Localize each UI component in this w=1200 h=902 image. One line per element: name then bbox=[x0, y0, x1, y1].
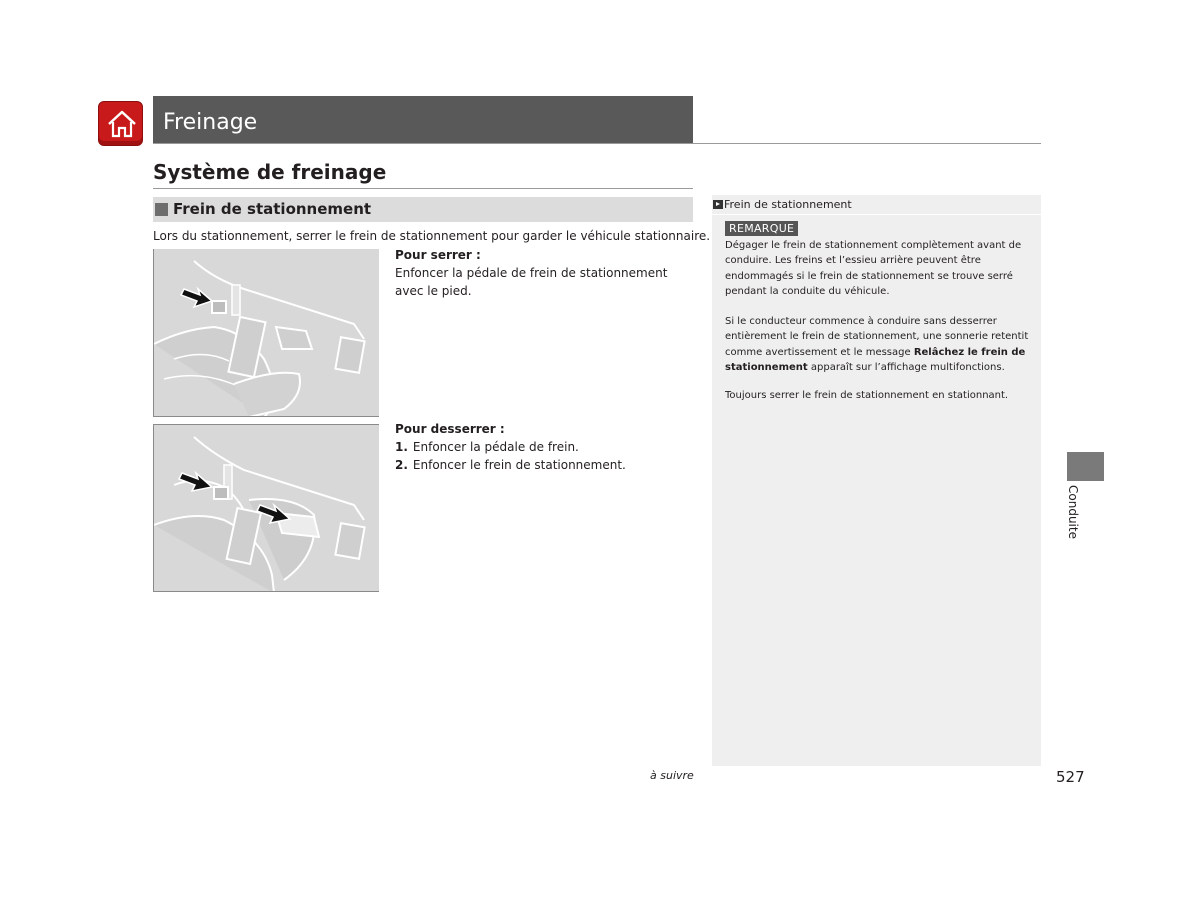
square-bullet-icon bbox=[155, 203, 168, 216]
continued-indicator: à suivre bbox=[650, 769, 694, 782]
note-paragraph: Dégager le frein de stationnement complètement avant de conduire. Les freins et l’essieu arrière peuvent être endommagés si le frein de stationnement se trouve serré pendant la conduite du véhicule. bbox=[725, 240, 1022, 297]
parking-brake-release-illustration bbox=[153, 424, 379, 592]
home-icon bbox=[106, 108, 138, 140]
warning-message-text: Relâchez le frein de stationnement bbox=[725, 346, 1026, 373]
chapter-title-bar bbox=[153, 96, 693, 144]
note-text-part: Si le conducteur commence à conduire sans desserrer entièrement le frein de stationnement, une sonnerie retentit comme avertissement et le message bbox=[725, 316, 1029, 358]
title-divider bbox=[153, 143, 1041, 144]
subsection-title: Frein de stationnement bbox=[173, 200, 372, 218]
release-instructions bbox=[395, 420, 693, 474]
note-header bbox=[712, 195, 1041, 215]
page-number: 527 bbox=[1056, 768, 1085, 786]
side-note-panel bbox=[712, 195, 1041, 766]
step-text: Enfoncer la pédale de frein. bbox=[412, 440, 579, 454]
note-heading: Frein de stationnement bbox=[724, 198, 852, 211]
note-paragraph: Toujours serrer le frein de stationnement en stationnant. bbox=[725, 390, 1009, 401]
chapter-title: Freinage bbox=[163, 110, 258, 135]
step-text: Enfoncer le frein de stationnement. bbox=[412, 458, 626, 472]
note-text-part: apparaît sur l’affichage multifonctions. bbox=[807, 361, 1005, 373]
apply-text: Enfoncer la pédale de frein de stationnement avec le pied. bbox=[395, 266, 668, 298]
parking-brake-apply-illustration bbox=[153, 249, 379, 417]
apply-instructions bbox=[395, 246, 693, 300]
chapter-tab[interactable] bbox=[1067, 452, 1104, 481]
home-button[interactable] bbox=[98, 101, 143, 146]
step-number: 2. bbox=[395, 458, 408, 472]
release-heading: Pour desserrer : bbox=[395, 422, 505, 436]
section-divider bbox=[153, 188, 693, 189]
section-title: Système de freinage bbox=[153, 160, 387, 184]
subsection-header bbox=[153, 197, 693, 222]
note-paragraph bbox=[725, 314, 1030, 375]
intro-paragraph: Lors du stationnement, serrer le frein de stationnement pour garder le véhicule stationnaire. bbox=[153, 229, 711, 243]
release-step bbox=[395, 456, 693, 474]
release-step bbox=[395, 438, 693, 456]
chapter-tab-label: Conduite bbox=[1066, 485, 1080, 539]
apply-heading: Pour serrer : bbox=[395, 248, 481, 262]
step-number: 1. bbox=[395, 440, 408, 454]
notice-badge: REMARQUE bbox=[725, 221, 798, 236]
reference-arrow-icon bbox=[713, 200, 723, 209]
